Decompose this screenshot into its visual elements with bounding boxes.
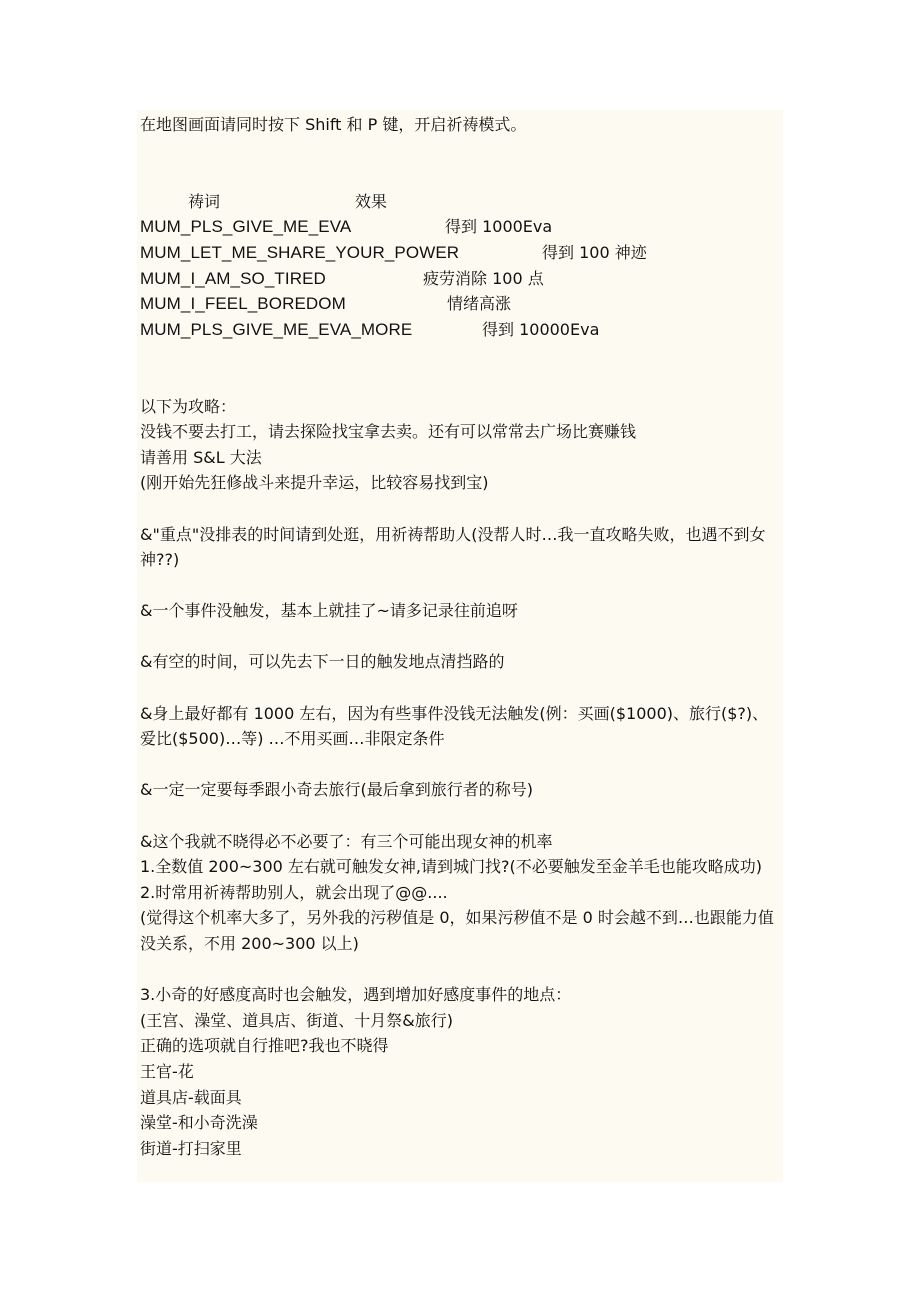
choice-line: 澡堂-和小奇洗澡 — [140, 1113, 258, 1133]
goddess-intro: &这个我就不晓得必不必要了：有三个可能出现女神的机率 — [140, 831, 553, 851]
tip-paragraph: &一个事件没触发，基本上就挂了~请多记录往前追呀 — [140, 601, 518, 621]
cheat-table-header — [140, 189, 783, 215]
goddess-point: 2.时常用祈祷帮助别人，就会出现了@@.... — [140, 882, 448, 902]
intro-line: 在地图画面请同时按下 Shift 和 P 键，开启祈祷模式。 — [140, 115, 527, 134]
guide-line: 请善用 S&L 大法 — [140, 447, 262, 467]
header-effect: 效果 — [355, 191, 388, 211]
goddess-note: 正确的选项就自行推吧?我也不晓得 — [140, 1036, 389, 1056]
guide-line: (刚开始先狂修战斗来提升幸运，比较容易找到宝) — [140, 473, 489, 493]
goddess-places: (王宫、澡堂、道具店、街道、十月祭&旅行) — [140, 1010, 453, 1030]
guide-heading: 以下为攻略： — [140, 396, 237, 416]
goddess-point: 3.小奇的好感度高时也会触发，遇到增加好感度事件的地点： — [140, 985, 572, 1005]
cheat-effect: 得到 100 神迹 — [542, 242, 647, 262]
cheat-effect: 得到 10000Eva — [482, 319, 600, 339]
cheat-command: MUM_PLS_GIVE_ME_EVA — [140, 217, 352, 237]
cheat-effect: 情绪高涨 — [447, 294, 512, 314]
choice-line: 道具店-载面具 — [140, 1087, 242, 1107]
choice-line: 王官-花 — [140, 1061, 194, 1081]
cheat-row — [140, 317, 783, 343]
cheat-effect: 得到 1000Eva — [445, 217, 553, 237]
goddess-point: 1.全数值 200~300 左右就可触发女神,请到城门找?(不必要触发至金羊毛也能攻略成功) — [140, 857, 762, 877]
document-body — [137, 110, 783, 1182]
goddess-note: (觉得这个机率大多了，另外我的污秽值是 0，如果污秽值不是 0 时会越不到…也跟能力值没关系，不用 200~300 以上) — [140, 908, 774, 953]
tip-paragraph: &"重点"没排表的时间请到处逛，用祈祷帮助人(没帮人时…我一直攻略失败，也遇不到女神??) — [140, 524, 766, 570]
cheat-row — [140, 266, 783, 292]
tip-paragraph: &一定一定要每季跟小奇去旅行(最后拿到旅行者的称号) — [140, 780, 533, 800]
cheat-command: MUM_I_FEEL_BOREDOM — [140, 294, 346, 314]
cheat-effect: 疲劳消除 100 点 — [423, 268, 544, 288]
guide-line: 没钱不要去打工，请去探险找宝拿去卖。还有可以常常去广场比赛赚钱 — [140, 422, 637, 442]
tip-paragraph: &身上最好都有 1000 左右，因为有些事件没钱无法触发(例：买画($1000)、旅行($?)、爱比($500)…等) …不用买画…非限定条件 — [140, 703, 769, 749]
cheat-command: MUM_LET_ME_SHARE_YOUR_POWER — [140, 242, 460, 262]
choice-line: 街道-打扫家里 — [140, 1138, 242, 1158]
cheat-row — [140, 214, 783, 240]
cheat-command: MUM_PLS_GIVE_ME_EVA_MORE — [140, 319, 413, 339]
cheat-table — [137, 189, 783, 343]
tip-paragraph: &有空的时间，可以先去下一日的触发地点清挡路的 — [140, 652, 505, 672]
cheat-row — [140, 291, 783, 317]
header-command: 祷词 — [188, 191, 221, 211]
cheat-row — [140, 240, 783, 266]
cheat-command: MUM_I_AM_SO_TIRED — [140, 268, 326, 288]
